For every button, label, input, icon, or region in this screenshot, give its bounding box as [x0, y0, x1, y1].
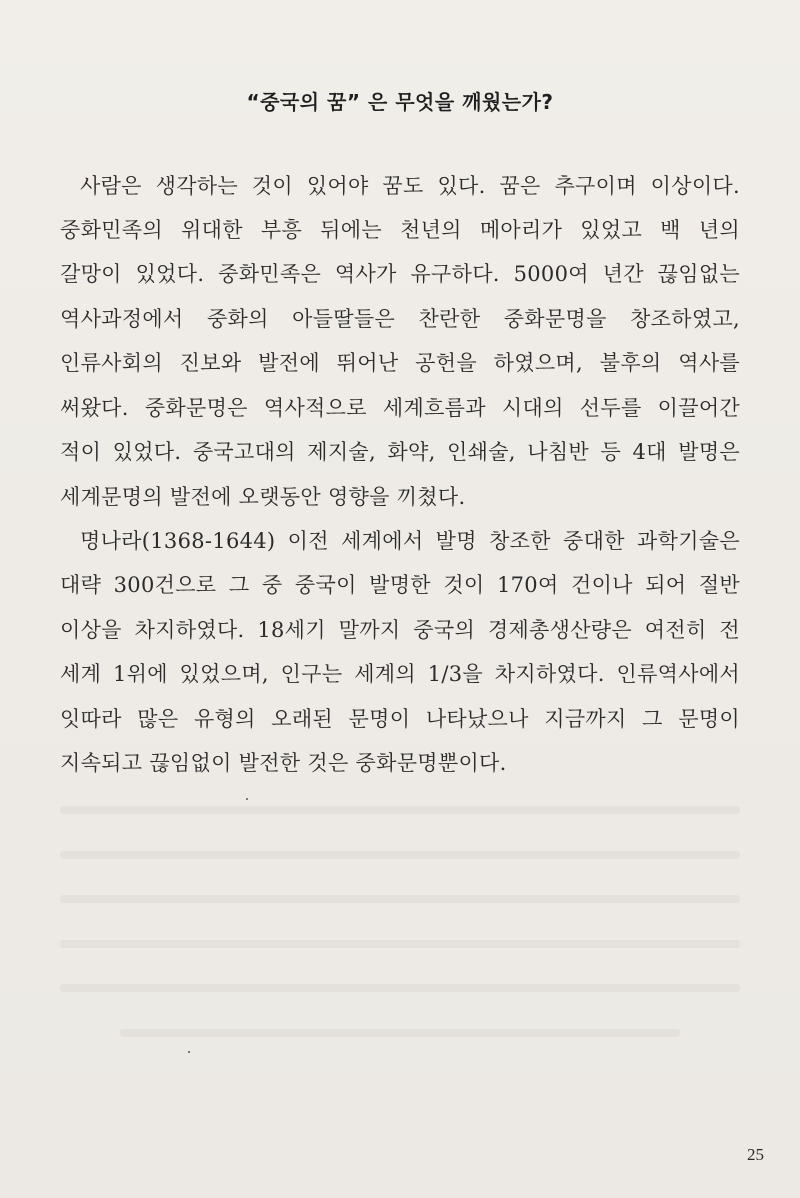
show-through-line: [60, 895, 740, 903]
body-line: 사람은 생각하는 것이 있어야 꿈도 있다. 꿈은 추구이며 이상이다.: [80, 174, 740, 198]
show-through-line: [60, 806, 740, 814]
show-through-line: [60, 984, 740, 992]
body-line: 인류사회의 진보와 발전에 뛰어난 공헌을 하였으며, 불후의 역사를: [60, 351, 740, 375]
page-number: 25: [747, 1145, 764, 1164]
show-through-line: [120, 1029, 680, 1037]
body-line: 세계문명의 발전에 오랫동안 영향을 끼쳤다.: [60, 485, 466, 509]
body-line: 이상을 차지하였다. 18세기 말까지 중국의 경제총생산량은 여전히 전: [60, 618, 740, 642]
paper-speck: [246, 798, 248, 800]
body-line: 갈망이 있었다. 중화민족은 역사가 유구하다. 5000여 년간 끊임없는: [60, 262, 740, 286]
body-line: 적이 있었다. 중국고대의 제지술, 화약, 인쇄술, 나침반 등 4대 발명은: [60, 440, 740, 464]
body-line: 대략 300건으로 그 중 중국이 발명한 것이 170여 건이나 되어 절반: [60, 573, 740, 597]
body-line: 지속되고 끊임없이 발전한 것은 중화문명뿐이다.: [60, 751, 507, 775]
paper-speck: [188, 1051, 190, 1053]
section-title: “중국의 꿈” 은 무엇을 깨웠는가?: [246, 90, 554, 114]
body-line: 역사과정에서 중화의 아들딸들은 찬란한 중화문명을 창조하였고,: [60, 307, 740, 331]
body-line: 써왔다. 중화문명은 역사적으로 세계흐름과 시대의 선두를 이끌어간: [60, 396, 740, 420]
body-line: 명나라(1368-1644) 이전 세계에서 발명 창조한 중대한 과학기술은: [80, 529, 740, 553]
body-line: 중화민족의 위대한 부흥 뒤에는 천년의 메아리가 있었고 백 년의: [60, 218, 740, 242]
body-line: 잇따라 많은 유형의 오래된 문명이 나타났으나 지금까지 그 문명이: [60, 707, 740, 731]
show-through-line: [60, 940, 740, 948]
body-line: 세계 1위에 있었으며, 인구는 세계의 1/3을 차지하였다. 인류역사에서: [60, 662, 740, 686]
show-through-line: [60, 851, 740, 859]
